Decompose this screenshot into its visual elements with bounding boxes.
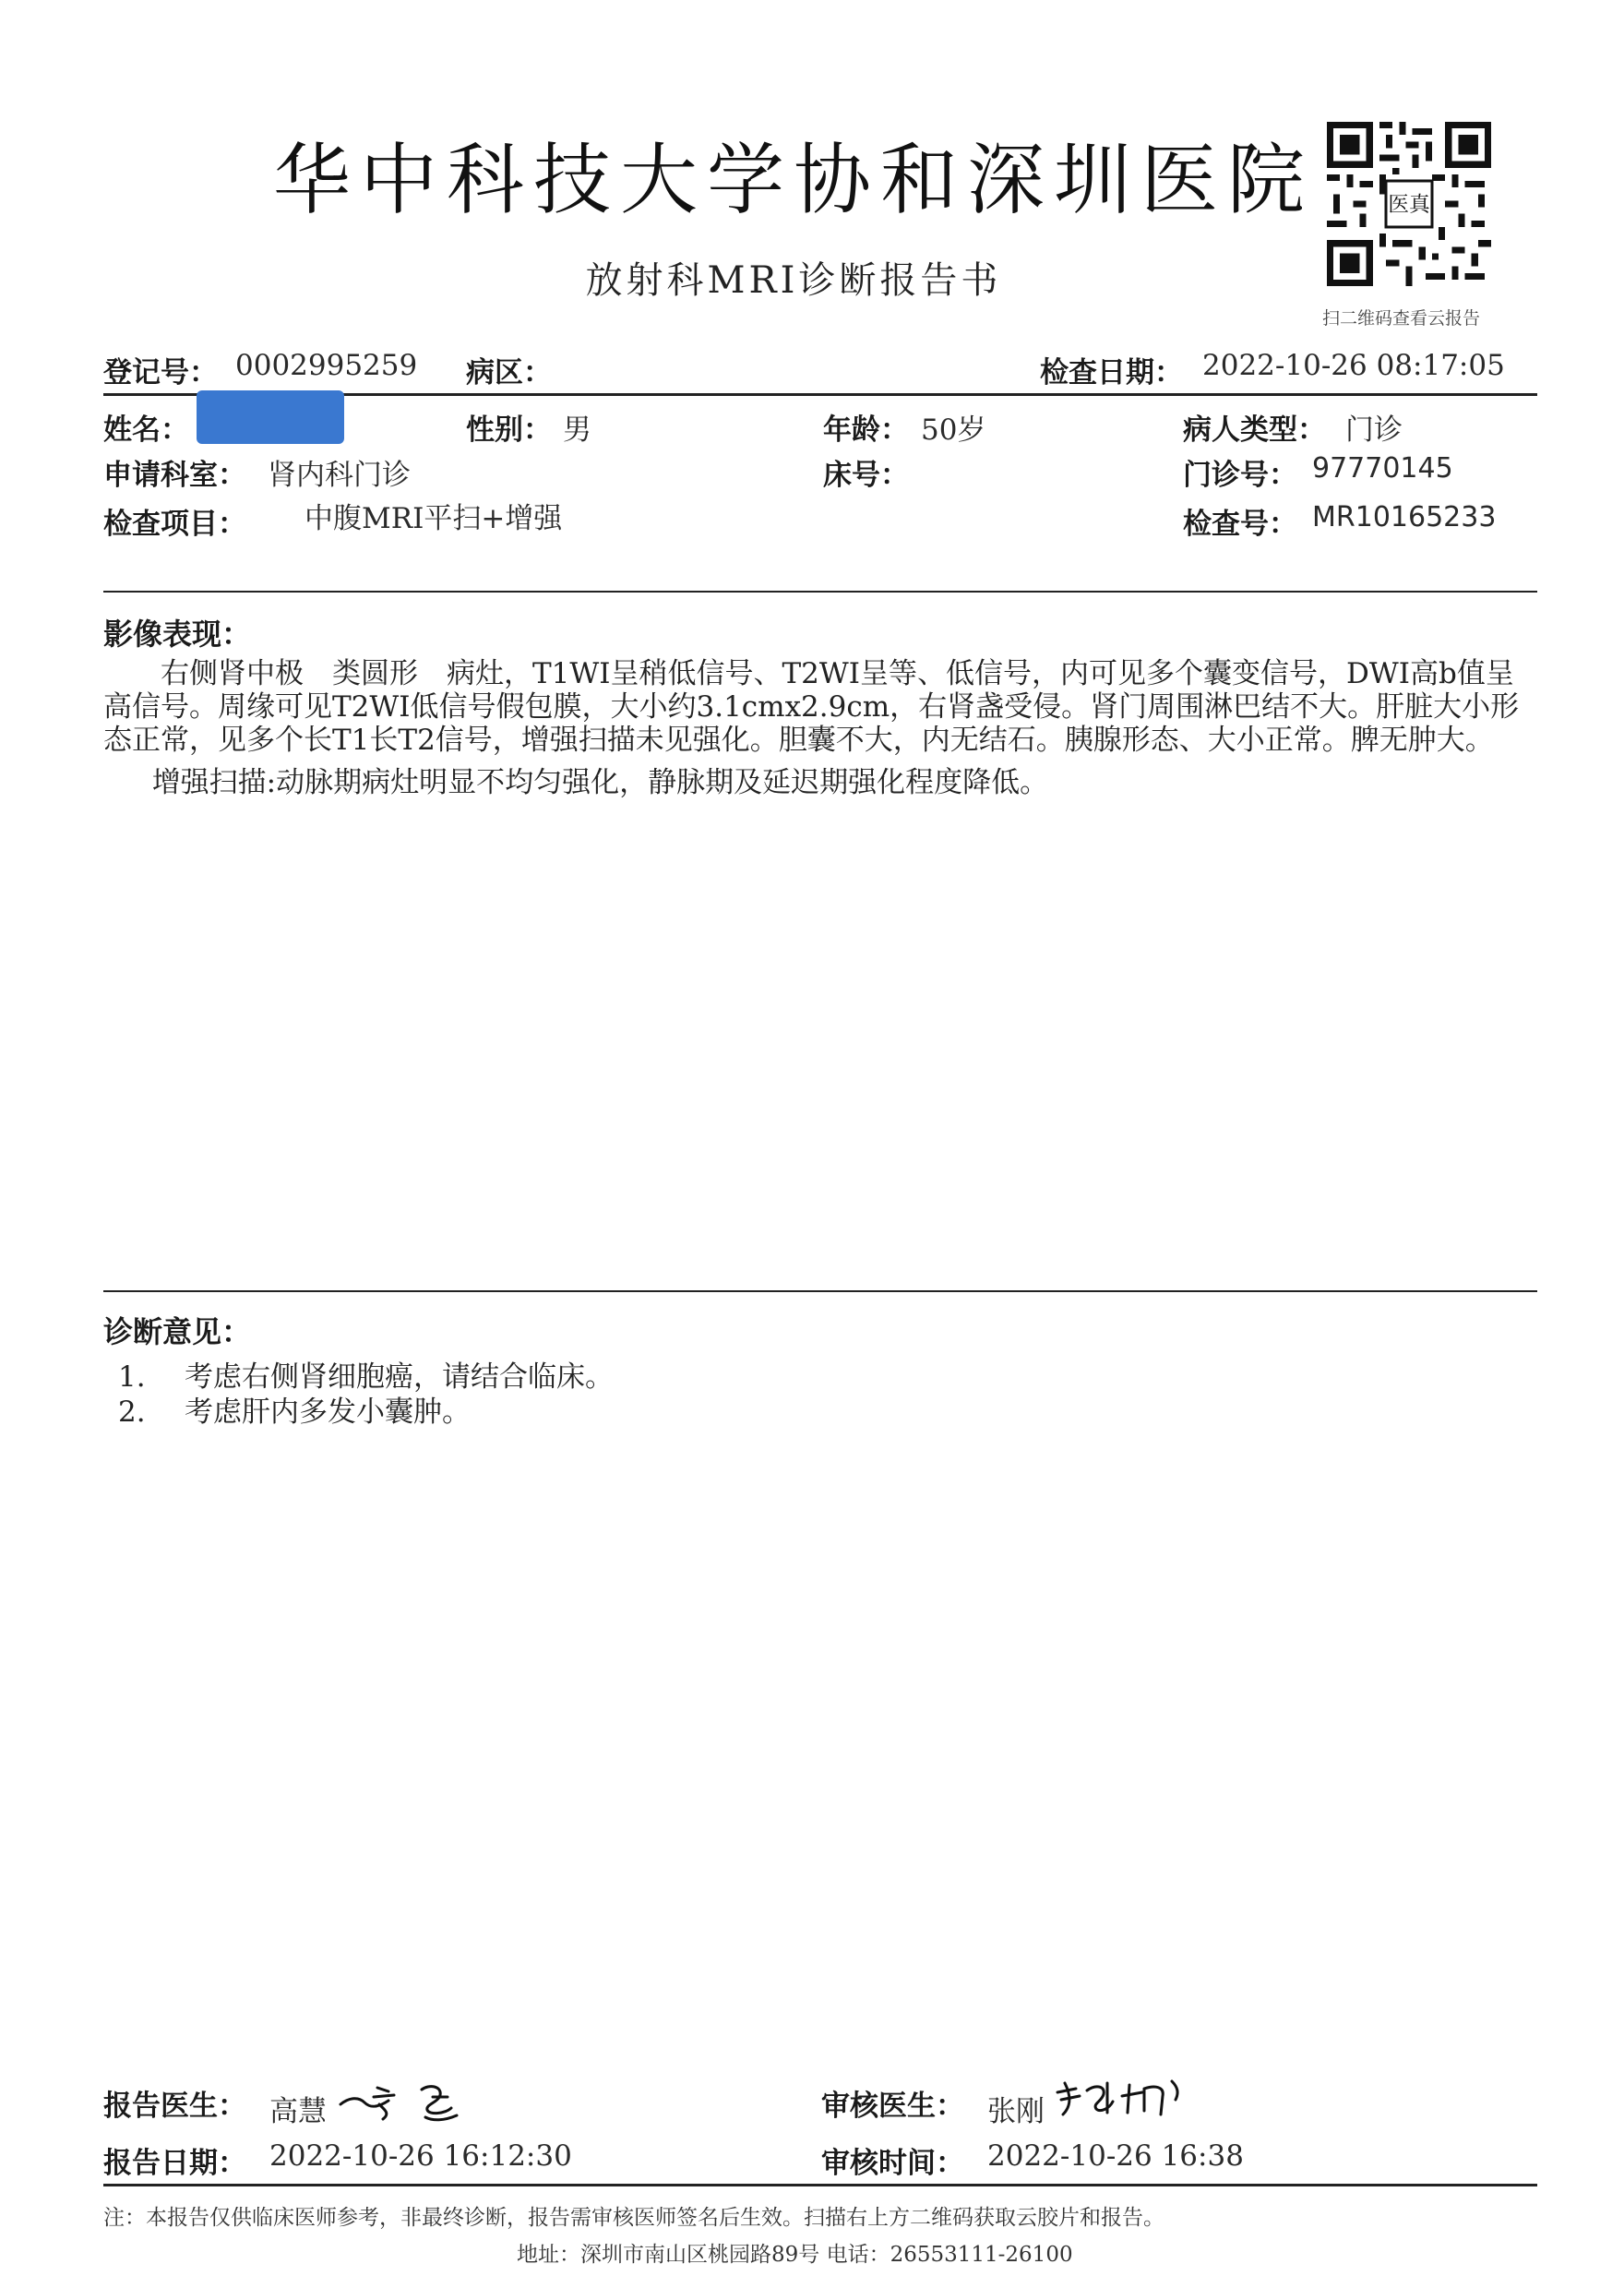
age-label: 年龄： <box>823 413 909 447</box>
findings-paragraph-2: 增强扫描:动脉期病灶明显不均匀强化，静脉期及延迟期强化程度降低。 <box>151 766 1049 799</box>
report-title: 放射科MRI诊断报告书 <box>585 259 1002 302</box>
findings-paragraph-1: 右侧肾中极 类圆形 病灶，T1WI呈稍低信号、T2WI呈等、低信号，内可见多个囊变信号，DWI高b值呈高信号。周缘可见T2WI低信号假包膜，大小约3.1cmx2.9cm，右肾盏受侵。肾门周围淋巴结不大。肝脏大小形态正常，见多个长T1长T2信号，增强扫描未见强化。胆囊不大，内无结石。胰腺形态、大小正常。脾无肿大。 <box>103 657 1520 757</box>
reporter-label: 报告医生： <box>103 2090 246 2123</box>
footer-note: 注：本报告仅供临床医师参考，非最终诊断，报告需审核医师签名后生效。扫描右上方二维码获取云胶片和报告。 <box>103 2206 1164 2230</box>
name-label: 姓名： <box>103 413 189 447</box>
exam-no-value: MR10165233 <box>1312 501 1497 533</box>
reporter-value: 高慧 <box>269 2095 327 2128</box>
reviewer-value: 张刚 <box>987 2095 1045 2128</box>
report-date-value: 2022-10-26 16:12:30 <box>269 2139 572 2173</box>
diagnosis-item <box>118 1396 471 1429</box>
gender-label: 性别： <box>466 413 552 447</box>
reviewer-signature-icon <box>1052 2072 1190 2124</box>
exam-item-label: 检查项目： <box>103 508 246 541</box>
hospital-name: 华中科技大学协和深圳医院 <box>272 135 1314 225</box>
qr-caption: 扫二维码查看云报告 <box>1322 308 1481 329</box>
diagnosis-item-text: 考虑肝内多发小囊肿。 <box>185 1396 471 1429</box>
dept-value: 肾内科门诊 <box>268 459 411 492</box>
patient-type-value: 门诊 <box>1345 413 1403 447</box>
reviewer-label: 审核医生： <box>821 2090 964 2123</box>
footer-address: 地址：深圳市南山区桃园路89号 电话：26553111-26100 <box>517 2243 1073 2267</box>
reg-no-label: 登记号： <box>103 356 218 389</box>
dept-label: 申请科室： <box>103 459 246 492</box>
findings-divider <box>103 591 1537 593</box>
diagnosis-item-text: 考虑右侧肾细胞癌，请结合临床。 <box>185 1360 614 1394</box>
exam-date-label: 检查日期： <box>1040 356 1183 389</box>
report-date-label: 报告日期： <box>103 2147 246 2180</box>
qr-code-icon[interactable] <box>1327 122 1491 286</box>
diagnosis-divider <box>103 1290 1537 1292</box>
patient-type-label: 病人类型： <box>1183 413 1326 447</box>
qr-logo-text: 医真 <box>1388 192 1430 217</box>
exam-item-value: 中腹MRI平扫+增强 <box>304 502 563 535</box>
diagnosis-item-number: 1. <box>118 1360 146 1394</box>
footer-divider <box>103 2184 1537 2186</box>
exam-date-value: 2022-10-26 08:17:05 <box>1202 349 1505 382</box>
bed-label: 床号： <box>823 459 909 492</box>
gender-value: 男 <box>563 413 591 447</box>
reporter-signature-icon <box>337 2077 475 2128</box>
diagnosis-item-number: 2. <box>118 1396 146 1429</box>
clinic-no-value: 97770145 <box>1312 452 1453 485</box>
diagnosis-heading: 诊断意见： <box>103 1314 252 1349</box>
clinic-no-label: 门诊号： <box>1183 459 1297 492</box>
review-time-label: 审核时间： <box>821 2147 964 2180</box>
diagnosis-item <box>118 1360 614 1394</box>
review-time-value: 2022-10-26 16:38 <box>987 2139 1244 2173</box>
findings-heading: 影像表现： <box>103 617 252 652</box>
exam-no-label: 检查号： <box>1183 508 1297 541</box>
age-value: 50岁 <box>921 413 986 447</box>
findings-body <box>103 657 1537 799</box>
reg-no-value: 0002995259 <box>235 349 418 382</box>
redacted-name-block <box>197 390 344 444</box>
ward-label: 病区： <box>466 356 552 389</box>
